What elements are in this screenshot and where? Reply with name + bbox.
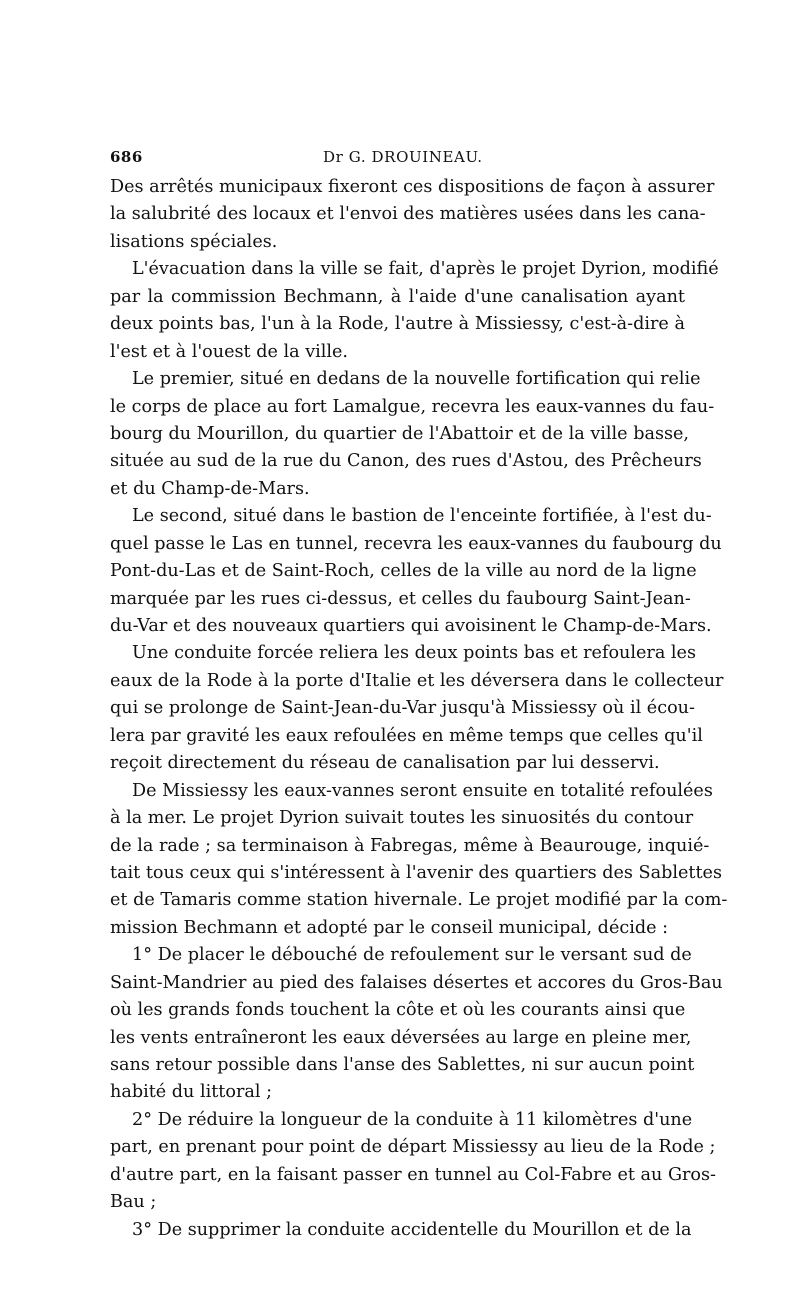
text-line: L'évacuation dans la ville se fait, d'après le projet Dyrion, modifié (132, 259, 719, 280)
text-line: Saint-Mandrier au pied des falaises désertes et accores du Gros-Bau (110, 972, 723, 993)
text-line: d'autre part, en la faisant passer en tunnel au Col-Fabre et au Gros- (110, 1164, 716, 1185)
text-line: Bau ; (110, 1192, 157, 1213)
text-line: 1° De placer le débouché de refoulement sur le versant sud de (132, 945, 692, 966)
text-line: les vents entraîneront les eaux déversées au large en pleine mer, (110, 1027, 692, 1048)
text-line: bourg du Mourillon, du quartier de l'Abattoir et de la ville basse, (110, 423, 690, 444)
text-line: qui se prolonge de Saint-Jean-du-Var jusqu'à Missiessy où il écou- (110, 698, 695, 719)
text-line: Des arrêtés municipaux fixeront ces dispositions de façon à assurer (110, 177, 715, 197)
text-line: marquée par les rues ci-dessus, et celles du faubourg Saint-Jean- (110, 588, 691, 609)
text-line: quel passe le Las en tunnel, recevra les eaux-vannes du faubourg du (110, 533, 722, 554)
page-number: 686 (110, 148, 143, 166)
text-line: habité du littoral ; (110, 1082, 273, 1103)
text-line: et de Tamaris comme station hivernale. Le projet modifié par la com- (110, 890, 728, 911)
page-header (110, 148, 685, 170)
text-line: par la commission Bechmann, à l'aide d'une canalisation ayant (110, 286, 685, 307)
text-line: lisations spéciales. (110, 231, 278, 252)
text-line: mission Bechmann et adopté par le conseil municipal, décide : (110, 917, 669, 938)
text-line: 3° De supprimer la conduite accidentelle du Mourillon et de la (132, 1219, 692, 1240)
text-line: deux points bas, l'un à la Rode, l'autre à Missiessy, c'est-à-dire à (110, 314, 685, 335)
text-line: de la rade ; sa terminaison à Fabregas, même à Beaurouge, inquié- (110, 835, 710, 856)
text-line: part, en prenant pour point de départ Missiessy au lieu de la Rode ; (110, 1137, 716, 1158)
text-line: Une conduite forcée reliera les deux points bas et refoulera les (132, 643, 696, 664)
text-line: 2° De réduire la longueur de la conduite à 11 kilomètres d'une (132, 1109, 693, 1130)
text-line: et du Champ-de-Mars. (110, 478, 310, 499)
text-line: où les grands fonds touchent la côte et où les courants ainsi que (110, 1000, 686, 1021)
text-line: eaux de la Rode à la porte d'Italie et les déversera dans le collecteur (110, 670, 724, 691)
text-line: l'est et à l'ouest de la ville. (110, 341, 349, 362)
text-line: Le premier, situé en dedans de la nouvelle fortification qui relie (132, 369, 701, 390)
text-line: la salubrité des locaux et l'envoi des matières usées dans les cana- (110, 204, 706, 225)
text-line: tait tous ceux qui s'intéressent à l'avenir des quartiers des Sablettes (110, 862, 722, 883)
text-line: sans retour possible dans l'anse des Sablettes, ni sur aucun point (110, 1055, 695, 1075)
text-line: Le second, situé dans le bastion de l'enceinte fortifiée, à l'est du- (132, 506, 712, 527)
text-line: du-Var et des nouveaux quartiers qui avoisinent le Champ-de-Mars. (110, 616, 712, 636)
text-line: le corps de place au fort Lamalgue, recevra les eaux-vannes du fau- (110, 396, 715, 417)
text-line: à la mer. Le projet Dyrion suivait toutes les sinuosités du contour (110, 808, 694, 829)
text-line: reçoit directement du réseau de canalisation par lui desservi. (110, 753, 660, 774)
text-line: lera par gravité les eaux refoulées en même temps que celles qu'il (110, 725, 703, 746)
running-head: Dr G. DROUINEAU. (323, 148, 483, 166)
text-line: De Missiessy les eaux-vannes seront ensuite en totalité refoulées (132, 780, 713, 801)
text-line: Pont-du-Las et de Saint-Roch, celles de la ville au nord de la ligne (110, 561, 697, 582)
body-text (110, 174, 728, 1244)
text-line: située au sud de la rue du Canon, des rues d'Astou, des Prêcheurs (110, 451, 702, 472)
